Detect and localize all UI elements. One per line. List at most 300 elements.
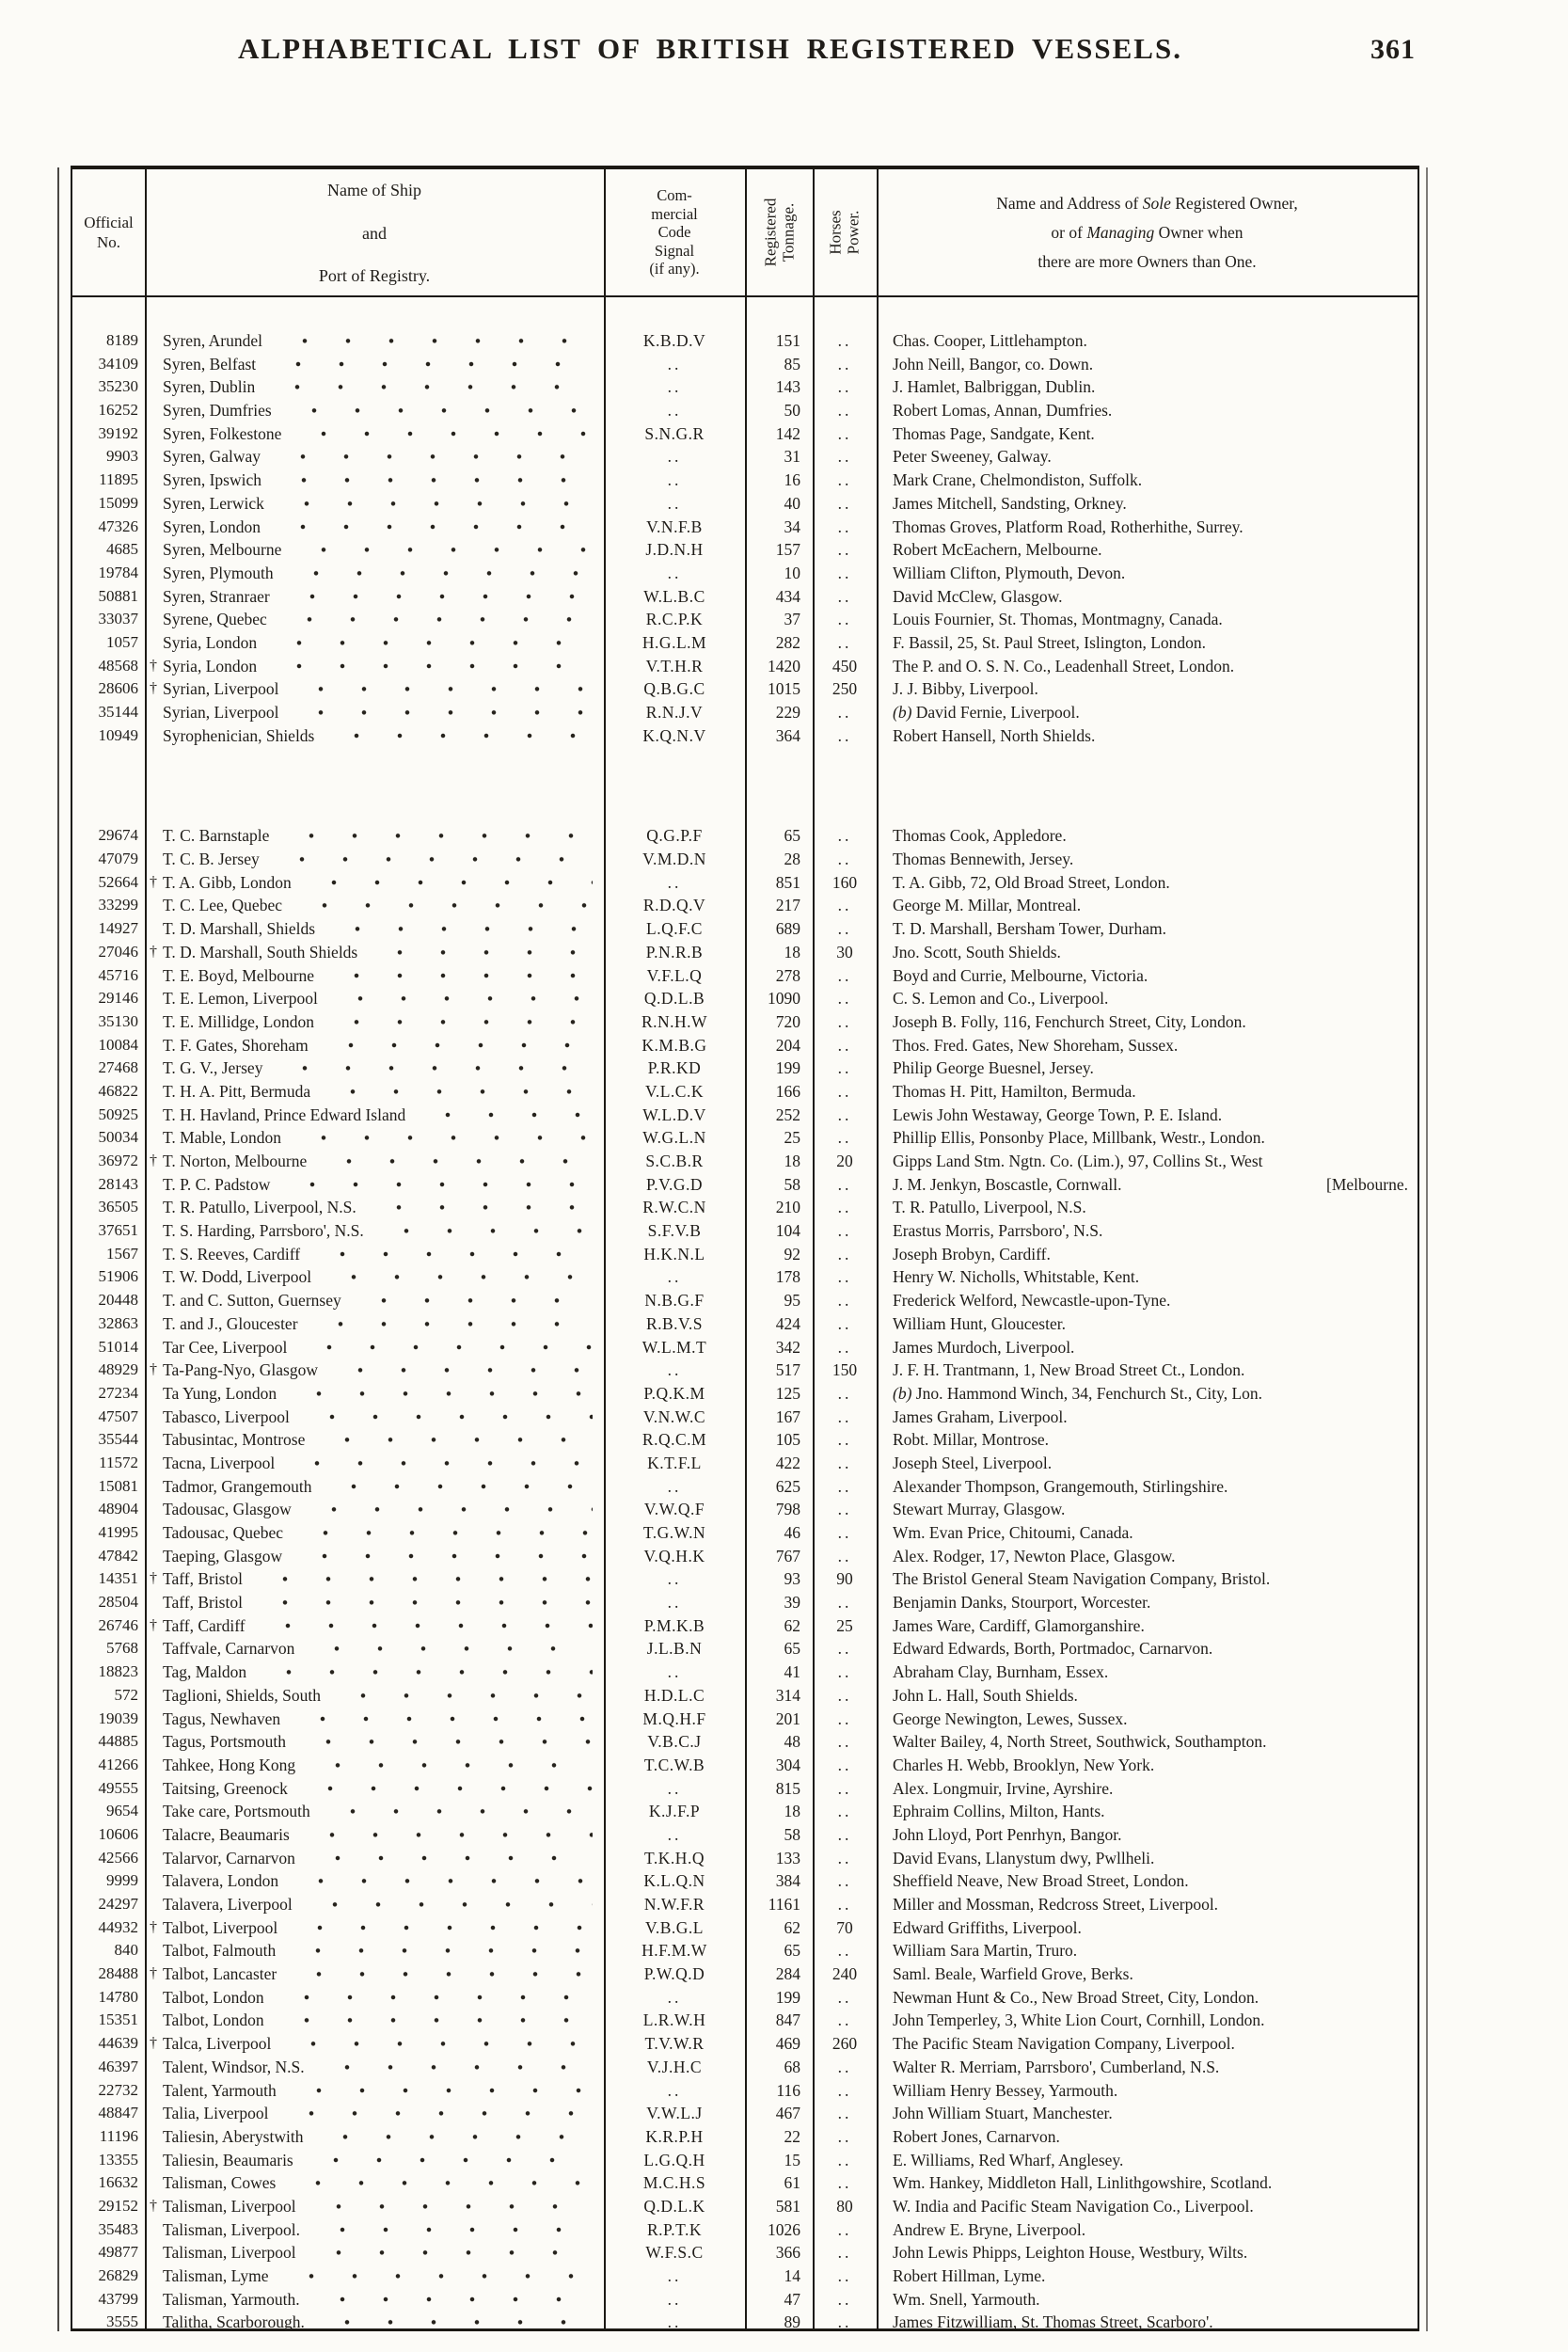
ship-name-cell bbox=[145, 1730, 604, 1754]
ship-name-cell bbox=[145, 1916, 604, 1940]
official-no-cell: 35483 bbox=[98, 2219, 138, 2238]
ship-name-cell bbox=[145, 399, 604, 422]
horsepower-cell: .. bbox=[837, 1593, 852, 1613]
owner-cell bbox=[877, 608, 1418, 631]
ship-name-cell bbox=[145, 2218, 604, 2242]
owner-cell bbox=[877, 1498, 1418, 1521]
header-line: Com- bbox=[657, 186, 692, 205]
owner-name: F. Bassil, 25, St. Paul Street, Islington, London. bbox=[893, 632, 1207, 652]
code-signal-cell: V.Q.H.K bbox=[643, 1546, 705, 1565]
owner-cell bbox=[877, 2241, 1418, 2265]
table-row bbox=[72, 1034, 1418, 1057]
owner-cell bbox=[877, 1289, 1418, 1312]
ship-name-cell bbox=[145, 2125, 604, 2149]
official-no-cell: 16252 bbox=[98, 401, 138, 420]
official-no-cell: 11196 bbox=[99, 2126, 138, 2145]
official-no-cell: 43799 bbox=[98, 2289, 138, 2308]
table-row bbox=[72, 631, 1418, 655]
code-signal-cell: .. bbox=[667, 1662, 682, 1682]
horsepower-cell: .. bbox=[837, 725, 852, 745]
official-no-cell: 42566 bbox=[98, 1848, 138, 1867]
ship-name: Talacre, Beaumaris bbox=[163, 1824, 290, 1844]
code-signal-cell: P.R.KD bbox=[647, 1058, 702, 1078]
ship-name: Taff, Bristol bbox=[163, 1593, 243, 1613]
owner-name: Thomas Cook, Appledore. bbox=[893, 826, 1067, 846]
code-signal-cell: S.N.G.R bbox=[644, 423, 705, 443]
official-no-cell: 13355 bbox=[98, 2150, 138, 2169]
owner-cell bbox=[877, 701, 1418, 724]
owner-cell bbox=[877, 1986, 1418, 2010]
ship-name-cell bbox=[145, 987, 604, 1010]
table-row bbox=[72, 2218, 1418, 2242]
code-signal-cell: N.W.F.R bbox=[643, 1895, 705, 1914]
owner-cell bbox=[877, 1963, 1418, 1986]
tonnage-cell: 40 bbox=[784, 493, 800, 513]
official-no-cell: 9654 bbox=[106, 1802, 138, 1820]
dot-leader bbox=[296, 1126, 593, 1150]
owner-cell bbox=[877, 1916, 1418, 1940]
code-signal-cell: K.J.F.P bbox=[648, 1802, 701, 1821]
ship-name-cell bbox=[145, 2056, 604, 2079]
owner-name: Robert Lomas, Annan, Dumfries. bbox=[893, 401, 1113, 421]
ship-name: T. S. Harding, Parrsboro', N.S. bbox=[163, 1221, 364, 1241]
ship-name-cell bbox=[145, 1567, 604, 1591]
owner-name: E. Williams, Red Wharf, Anglesey. bbox=[893, 2150, 1124, 2169]
owner-cell bbox=[877, 677, 1418, 701]
header-text: Sole bbox=[1142, 194, 1171, 213]
horsepower-cell: 250 bbox=[832, 679, 858, 699]
owner-cell bbox=[877, 2056, 1418, 2079]
owner-name: J. F. H. Trantmann, 1, New Broad Street Ct., London. bbox=[893, 1360, 1245, 1380]
ship-name-cell bbox=[145, 824, 604, 848]
ship-name: Syrophenician, Shields bbox=[163, 725, 315, 745]
ship-name-cell bbox=[145, 2241, 604, 2265]
official-no-cell: 27468 bbox=[98, 1058, 138, 1077]
ship-name-cell bbox=[145, 1475, 604, 1499]
owner-cell bbox=[877, 516, 1418, 539]
dot-leader bbox=[297, 1545, 593, 1568]
code-signal-cell: .. bbox=[667, 1360, 682, 1380]
ship-name-cell bbox=[145, 1219, 604, 1243]
dot-leader bbox=[305, 1823, 593, 1847]
table-row bbox=[72, 1359, 1418, 1382]
horsepower-cell: .. bbox=[837, 1267, 852, 1287]
dot-leader bbox=[287, 399, 593, 422]
ship-name: T. C. B. Jersey bbox=[163, 850, 260, 869]
official-no-cell: 29152 bbox=[98, 2196, 138, 2215]
ship-name: Syren, Belfast bbox=[163, 354, 257, 373]
ship-name-cell bbox=[145, 2079, 604, 2103]
table-row bbox=[72, 1336, 1418, 1359]
official-no-cell: 20448 bbox=[98, 1291, 138, 1310]
owner-cell bbox=[877, 2171, 1418, 2195]
dot-leader bbox=[293, 1916, 593, 1940]
table-row bbox=[72, 2241, 1418, 2265]
official-no-cell: 44932 bbox=[98, 1917, 138, 1936]
official-no-cell: 33299 bbox=[98, 896, 138, 914]
tonnage-cell: 105 bbox=[775, 1430, 800, 1450]
page-title: ALPHABETICAL LIST OF BRITISH REGISTERED VESSELS. bbox=[238, 32, 1182, 65]
ship-name-cell bbox=[145, 2032, 604, 2056]
table-row bbox=[72, 1243, 1418, 1266]
code-signal-cell: H.D.L.C bbox=[643, 1685, 705, 1705]
owner-name: David Evans, Llanystum dwy, Pwllheli. bbox=[893, 1848, 1155, 1867]
code-signal-cell: Q.D.L.B bbox=[643, 989, 705, 1009]
ship-name: Syria, London bbox=[163, 656, 258, 675]
ship-name-cell bbox=[145, 2171, 604, 2195]
tonnage-cell: 41 bbox=[784, 1662, 800, 1682]
owner-name: Wm. Snell, Yarmouth. bbox=[893, 2289, 1040, 2309]
ship-name-cell bbox=[145, 1800, 604, 1823]
owner-cell bbox=[877, 1265, 1418, 1289]
official-no-cell: 37651 bbox=[98, 1221, 138, 1240]
code-signal-cell: .. bbox=[667, 563, 682, 582]
tonnage-cell: 252 bbox=[775, 1104, 800, 1124]
owner-cell bbox=[877, 1219, 1418, 1243]
tonnage-cell: 62 bbox=[784, 1917, 800, 1937]
tonnage-cell: 65 bbox=[784, 1639, 800, 1659]
horsepower-cell: .. bbox=[837, 1453, 852, 1472]
owner-cell bbox=[877, 1708, 1418, 1731]
horsepower-cell: .. bbox=[837, 965, 852, 985]
table-row bbox=[72, 1196, 1418, 1219]
owner-cell bbox=[877, 1196, 1418, 1219]
owner-name: T. R. Patullo, Liverpool, N.S. bbox=[893, 1198, 1086, 1217]
dot-leader bbox=[420, 1104, 593, 1127]
ship-name: Talbot, Lancaster bbox=[163, 1964, 277, 1984]
horsepower-cell: .. bbox=[837, 2289, 852, 2309]
tonnage-cell: 65 bbox=[784, 826, 800, 846]
table-row bbox=[72, 2311, 1418, 2334]
dot-leader bbox=[305, 1406, 593, 1429]
code-signal-cell: W.L.D.V bbox=[642, 1104, 706, 1124]
horsepower-cell: .. bbox=[837, 632, 852, 652]
code-signal-cell: Q.D.L.K bbox=[643, 2196, 705, 2216]
ship-name-cell bbox=[145, 1777, 604, 1801]
owner-cell bbox=[877, 1754, 1418, 1777]
tonnage-cell: 157 bbox=[775, 540, 800, 560]
owner-cell bbox=[877, 1847, 1418, 1870]
ship-name: Talbot, London bbox=[163, 1987, 264, 2007]
horsepower-cell: .. bbox=[837, 470, 852, 490]
horsepower-cell: .. bbox=[837, 1035, 852, 1055]
tonnage-cell: 16 bbox=[784, 470, 800, 490]
code-signal-cell: .. bbox=[667, 1569, 682, 1589]
code-signal-cell: R.D.Q.V bbox=[642, 896, 706, 915]
dot-leader bbox=[277, 1057, 593, 1080]
code-signal-cell: V.B.G.L bbox=[644, 1917, 704, 1937]
code-signal-cell: .. bbox=[667, 470, 682, 490]
tonnage-cell: 25 bbox=[784, 1128, 800, 1148]
table-row bbox=[72, 1939, 1418, 1963]
official-no-cell: 39192 bbox=[98, 423, 138, 442]
official-no-cell: 29146 bbox=[98, 989, 138, 1008]
dot-leader bbox=[289, 562, 593, 585]
horsepower-cell: .. bbox=[837, 2010, 852, 2030]
owner-name: T. D. Marshall, Bersham Tower, Durham. bbox=[893, 919, 1166, 939]
dot-leader bbox=[310, 1754, 593, 1777]
table-row bbox=[72, 1289, 1418, 1312]
tonnage-cell: 720 bbox=[775, 1011, 800, 1031]
owner-cell bbox=[877, 917, 1418, 941]
table-row bbox=[72, 585, 1418, 609]
owner-name: J. M. Jenkyn, Boscastle, Cornwall. bbox=[893, 1174, 1122, 1194]
owner-cell bbox=[877, 2311, 1418, 2334]
table-row bbox=[72, 492, 1418, 516]
official-no-cell: 45716 bbox=[98, 965, 138, 984]
horsepower-cell: .. bbox=[837, 1291, 852, 1311]
owner-name: The Pacific Steam Navigation Company, Liverpool. bbox=[893, 2034, 1235, 2054]
owner-name: John L. Hall, South Shields. bbox=[893, 1685, 1078, 1705]
header-line: Code bbox=[657, 223, 691, 242]
tonnage-cell: 133 bbox=[775, 1848, 800, 1867]
official-no-cell: 48929 bbox=[98, 1360, 138, 1379]
header-ship-name bbox=[145, 169, 604, 295]
official-no-cell: 19784 bbox=[98, 563, 138, 581]
owner-name: Wm. Hankey, Middleton Hall, Linlithgowshire, Scotland. bbox=[893, 2173, 1273, 2193]
dagger-mark: † bbox=[150, 1616, 157, 1633]
ship-name: Talisman, Liverpool bbox=[163, 2243, 296, 2263]
dot-leader bbox=[286, 2032, 593, 2056]
horsepower-cell: .. bbox=[837, 1313, 852, 1333]
owner-cell bbox=[877, 1545, 1418, 1568]
owner-cell bbox=[877, 353, 1418, 376]
tonnage-cell: 278 bbox=[775, 965, 800, 985]
table-row bbox=[72, 2079, 1418, 2103]
code-signal-cell: L.Q.F.C bbox=[646, 919, 703, 939]
table-row bbox=[72, 1708, 1418, 1731]
dot-leader bbox=[308, 1893, 593, 1916]
owner-cell bbox=[877, 1382, 1418, 1406]
ship-name: Talbot, Falmouth bbox=[163, 1941, 277, 1961]
ship-name: Tagus, Portsmouth bbox=[163, 1732, 287, 1752]
table-row bbox=[72, 608, 1418, 631]
horsepower-cell: .. bbox=[837, 2173, 852, 2193]
dot-leader bbox=[276, 445, 593, 469]
official-no-cell: 35144 bbox=[98, 703, 138, 721]
horsepower-cell: .. bbox=[837, 2312, 852, 2332]
horsepower-cell: 260 bbox=[832, 2034, 858, 2054]
tonnage-cell: 217 bbox=[775, 896, 800, 915]
owner-name: James Graham, Liverpool. bbox=[893, 1406, 1068, 1426]
code-signal-cell: S.F.V.B bbox=[647, 1221, 702, 1241]
ship-name-cell bbox=[145, 1939, 604, 1963]
owner-cell bbox=[877, 329, 1418, 353]
ship-name: T. W. Dodd, Liverpool bbox=[163, 1267, 312, 1287]
owner-name: The P. and O. S. N. Co., Leadenhall Street, London. bbox=[893, 656, 1235, 675]
owner-cell bbox=[877, 2102, 1418, 2125]
ship-name: Taff, Bristol bbox=[163, 1569, 243, 1589]
official-no-cell: 41995 bbox=[98, 1523, 138, 1541]
code-signal-cell: .. bbox=[667, 1267, 682, 1287]
official-no-cell: 35130 bbox=[98, 1011, 138, 1030]
official-no-cell: 51906 bbox=[98, 1267, 138, 1286]
tonnage-cell: 1090 bbox=[768, 989, 800, 1009]
ship-name: Syrian, Liverpool bbox=[163, 703, 279, 722]
owner-name: James Mitchell, Sandsting, Orkney. bbox=[893, 493, 1127, 513]
official-no-cell: 41266 bbox=[98, 1755, 138, 1773]
code-signal-cell: V.W.Q.F bbox=[643, 1500, 705, 1519]
owner-name: Boyd and Currie, Melbourne, Victoria. bbox=[893, 965, 1148, 985]
code-signal-cell: T.G.W.N bbox=[642, 1523, 706, 1542]
header-registered-tonnage bbox=[745, 169, 813, 295]
ship-name-cell bbox=[145, 677, 604, 701]
tonnage-cell: 47 bbox=[784, 2289, 800, 2309]
horsepower-cell: .. bbox=[837, 1476, 852, 1496]
header-line: (if any). bbox=[649, 260, 700, 278]
ship-name-cell bbox=[145, 724, 604, 748]
dot-leader bbox=[379, 1219, 593, 1243]
owner-name: Sheffield Neave, New Broad Street, London. bbox=[893, 1871, 1189, 1891]
dagger-mark: † bbox=[150, 873, 157, 890]
tonnage-cell: 61 bbox=[784, 2173, 800, 2193]
table-row bbox=[72, 701, 1418, 724]
code-signal-cell: V.N.F.B bbox=[646, 516, 703, 536]
tonnage-cell: 10 bbox=[784, 563, 800, 582]
owner-cell bbox=[877, 2265, 1418, 2288]
dot-leader bbox=[333, 987, 593, 1010]
dot-leader bbox=[279, 492, 593, 516]
horsepower-cell: .. bbox=[837, 1104, 852, 1124]
header-line: Registered bbox=[761, 198, 780, 267]
horsepower-cell: .. bbox=[837, 1383, 852, 1403]
tonnage-cell: 314 bbox=[775, 1685, 800, 1705]
official-no-cell: 46822 bbox=[98, 1081, 138, 1100]
ship-name: Tacna, Liverpool bbox=[163, 1453, 276, 1472]
dot-leader bbox=[303, 1777, 593, 1801]
ship-name: T. C. Barnstaple bbox=[163, 826, 270, 846]
dot-leader bbox=[276, 516, 593, 539]
ship-name: Syrian, Liverpool bbox=[163, 679, 279, 699]
official-no-cell: 840 bbox=[114, 1941, 138, 1960]
table-row bbox=[72, 399, 1418, 422]
owner-cell bbox=[877, 1010, 1418, 1034]
table-row bbox=[72, 1010, 1418, 1034]
code-signal-cell: P.Q.K.M bbox=[643, 1383, 705, 1403]
owner-name: Chas. Cooper, Littlehampton. bbox=[893, 331, 1087, 350]
dagger-mark: † bbox=[150, 680, 157, 697]
owner-cell bbox=[877, 1034, 1418, 1057]
horsepower-cell: .. bbox=[837, 1755, 852, 1774]
table-row bbox=[72, 1754, 1418, 1777]
ship-name: Talavera, London bbox=[163, 1871, 279, 1891]
ship-name: Tagus, Newhaven bbox=[163, 1708, 281, 1728]
tonnage-cell: 517 bbox=[775, 1360, 800, 1380]
owner-name: Robert Hillman, Lyme. bbox=[893, 2266, 1046, 2285]
table-row bbox=[72, 1567, 1418, 1591]
code-signal-cell: M.C.H.S bbox=[642, 2173, 706, 2193]
tonnage-cell: 282 bbox=[775, 632, 800, 652]
owner-name: Ephraim Collins, Milton, Hants. bbox=[893, 1802, 1105, 1821]
horsepower-cell: .. bbox=[837, 1941, 852, 1961]
dagger-mark: † bbox=[150, 657, 157, 674]
table-row bbox=[72, 1684, 1418, 1708]
official-no-cell: 50925 bbox=[98, 1104, 138, 1123]
ship-name-cell bbox=[145, 655, 604, 678]
owner-name: Newman Hunt & Co., New Broad Street, City, London. bbox=[893, 1987, 1259, 2007]
tonnage-cell: 18 bbox=[784, 1802, 800, 1821]
ship-name: Syren, Stranraer bbox=[163, 586, 270, 606]
table-row bbox=[72, 1963, 1418, 1986]
code-signal-cell: S.C.B.R bbox=[645, 1152, 704, 1170]
table-row bbox=[72, 2102, 1418, 2125]
owner-name: Erastus Morris, Parrsboro', N.S. bbox=[893, 1221, 1103, 1241]
horsepower-cell: 25 bbox=[836, 1615, 853, 1635]
ship-name: Taff, Cardiff bbox=[163, 1615, 245, 1635]
ship-name-cell bbox=[145, 516, 604, 539]
code-signal-cell: .. bbox=[667, 1476, 682, 1496]
horsepower-cell: .. bbox=[837, 1523, 852, 1542]
header-text: or of bbox=[1051, 223, 1087, 242]
ship-name-cell bbox=[145, 1382, 604, 1406]
horsepower-cell: .. bbox=[837, 1128, 852, 1148]
official-no-cell: 9999 bbox=[106, 1871, 138, 1890]
ship-name-cell bbox=[145, 1452, 604, 1475]
dot-leader bbox=[285, 1173, 593, 1197]
outer-rule-left bbox=[57, 167, 59, 2331]
ship-name: Tar Cee, Liverpool bbox=[163, 1337, 288, 1357]
code-signal-cell: V.F.L.Q bbox=[646, 965, 703, 985]
tonnage-cell: 143 bbox=[775, 377, 800, 397]
official-no-cell: 28606 bbox=[98, 679, 138, 698]
vertical-label bbox=[761, 199, 797, 267]
code-signal-cell: N.B.G.F bbox=[644, 1291, 705, 1311]
header-line: No. bbox=[96, 233, 121, 251]
owner-name: Wm. Evan Price, Chitoumi, Canada. bbox=[893, 1523, 1133, 1542]
owner-name: Charles H. Webb, Brooklyn, New York. bbox=[893, 1755, 1155, 1774]
tonnage-cell: 18 bbox=[784, 1152, 800, 1170]
owner-name: Benjamin Danks, Stourport, Worcester. bbox=[893, 1593, 1151, 1613]
dot-leader bbox=[284, 2102, 594, 2125]
table-row bbox=[72, 1614, 1418, 1638]
header-line: Horses bbox=[827, 210, 845, 255]
header-text: Managing bbox=[1086, 223, 1155, 242]
dot-leader bbox=[270, 375, 593, 399]
official-no-cell: 11572 bbox=[99, 1453, 138, 1471]
ship-name: T. S. Reeves, Cardiff bbox=[163, 1244, 301, 1263]
table-row bbox=[72, 375, 1418, 399]
table-row bbox=[72, 1265, 1418, 1289]
owner-cell bbox=[877, 1312, 1418, 1336]
owner-cell bbox=[877, 1150, 1418, 1173]
ship-name: T. Mable, London bbox=[163, 1128, 282, 1148]
table-body bbox=[72, 297, 1418, 2332]
owner-name: George Newington, Lewes, Sussex. bbox=[893, 1708, 1128, 1728]
owner-cell bbox=[877, 2195, 1418, 2218]
owner-name: Thos. Fred. Gates, New Shoreham, Sussex. bbox=[893, 1035, 1179, 1055]
official-no-cell: 36972 bbox=[98, 1152, 138, 1169]
horsepower-cell: .. bbox=[837, 1802, 852, 1821]
ship-name: T. H. Havland, Prince Edward Island bbox=[163, 1104, 406, 1124]
ship-name-cell bbox=[145, 353, 604, 376]
horsepower-cell: 30 bbox=[836, 942, 853, 961]
owner-cell bbox=[877, 2149, 1418, 2172]
table-row bbox=[72, 1869, 1418, 1893]
owner-cell bbox=[877, 1173, 1418, 1197]
owner-name: William Henry Bessey, Yarmouth. bbox=[893, 2080, 1118, 2100]
table-row bbox=[72, 1126, 1418, 1150]
header-official-no bbox=[72, 169, 145, 295]
dot-leader bbox=[282, 608, 593, 631]
table-row bbox=[72, 2195, 1418, 2218]
code-signal-cell: V.J.H.C bbox=[646, 2057, 703, 2076]
owner-name: John Lloyd, Port Penrhyn, Bangor. bbox=[893, 1824, 1122, 1844]
ship-name: Talisman, Liverpool. bbox=[163, 2219, 301, 2239]
tonnage-cell: 422 bbox=[775, 1453, 800, 1472]
code-signal-cell: .. bbox=[667, 1824, 682, 1844]
ship-name: Taeping, Glasgow bbox=[163, 1546, 283, 1565]
official-no-cell: 14351 bbox=[98, 1569, 138, 1588]
